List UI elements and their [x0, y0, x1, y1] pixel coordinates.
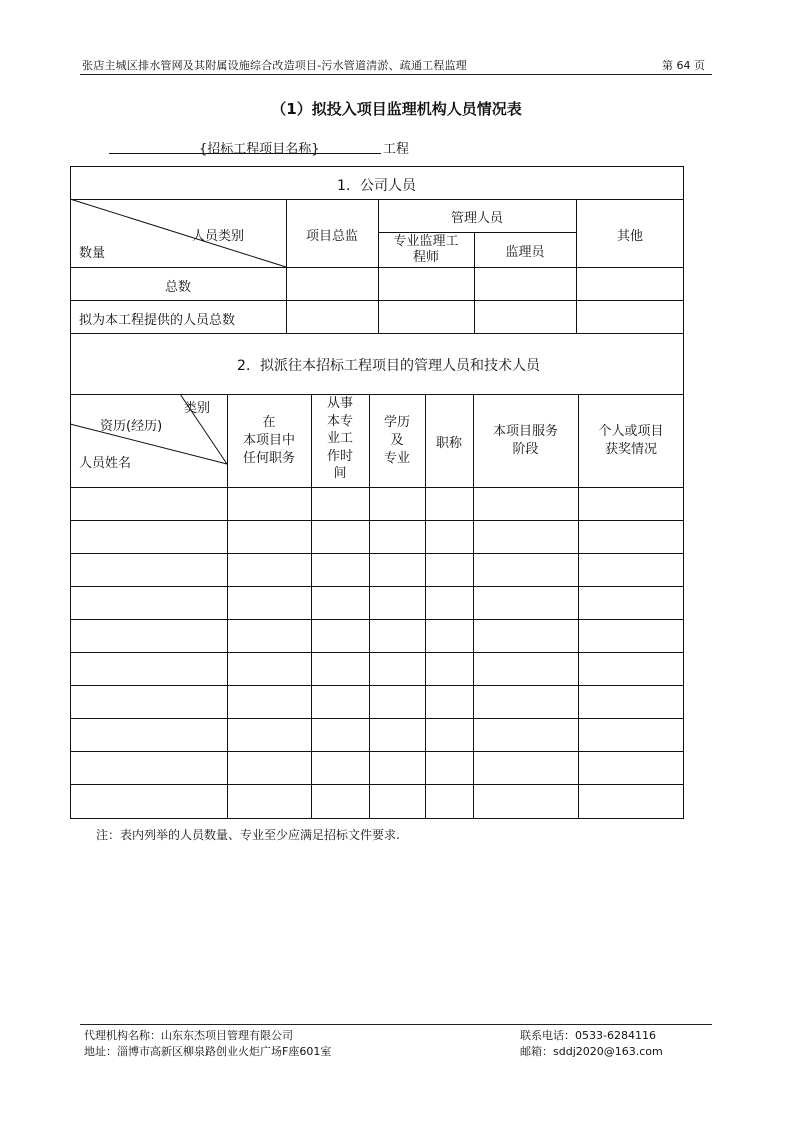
footer-agency: 代理机构名称：山东东杰项目管理有限公司 — [84, 1029, 293, 1042]
col-other: 其他 — [616, 229, 643, 244]
rule — [70, 300, 684, 301]
project-suffix: 工程 — [383, 142, 410, 157]
table-row — [70, 718, 684, 719]
col-title: 职称 — [435, 436, 462, 451]
section2-diag-category: 类别 — [184, 401, 211, 416]
col-awards: 个人或项目 获奖情况 — [598, 424, 664, 457]
section2-diag-qualification: 资历(经历) — [100, 419, 163, 434]
table-row — [70, 520, 684, 521]
project-name-line — [109, 138, 409, 156]
rule — [378, 232, 576, 233]
table-row — [70, 619, 684, 620]
col-position: 在 本项目中 任何职务 — [242, 415, 295, 466]
table-row — [70, 751, 684, 752]
section1-heading: 1．公司人员 — [337, 178, 416, 194]
col-specialist-engineer — [378, 234, 474, 266]
footer-email: 邮箱：sddj2020@163.com — [520, 1045, 663, 1058]
col-years: 从事 本专 业工 作时 间 — [326, 396, 353, 482]
table-row — [70, 586, 684, 587]
rule — [576, 199, 577, 333]
col-chief-supervisor: 项目总监 — [305, 229, 358, 244]
col-management: 管理人员 — [450, 211, 503, 226]
col-specialist-engineer-label: 专业监理工程师 — [393, 234, 459, 265]
section2-heading: 2．拟派往本招标工程项目的管理人员和技术人员 — [237, 358, 540, 374]
rule — [425, 394, 426, 819]
section1-diag-category: 人员类别 — [192, 229, 245, 244]
table-row — [70, 784, 684, 785]
rule — [70, 333, 684, 334]
rule — [286, 199, 287, 333]
col-education: 学历 及 专业 — [383, 415, 410, 466]
header-divider — [80, 74, 712, 75]
table-row — [70, 553, 684, 554]
section1-diag-quantity: 数量 — [79, 246, 106, 261]
row-total: 总数 — [164, 280, 191, 295]
footer-divider — [80, 1024, 712, 1025]
table-row — [70, 685, 684, 686]
col-supervisor: 监理员 — [505, 245, 545, 260]
project-name-placeholder: {招标工程项目名称} — [199, 142, 320, 157]
page-number: 第 64 页 — [662, 59, 705, 72]
col-service-stage: 本项目服务 阶段 — [492, 424, 558, 457]
table-row — [70, 652, 684, 653]
page-header-project: 张店主城区排水管网及其附属设施综合改造项目-污水管道清淤、疏通工程监理 — [82, 59, 467, 72]
rule — [70, 267, 684, 268]
table-row — [70, 487, 684, 488]
footer-phone: 联系电话：0533-6284116 — [520, 1029, 656, 1042]
footer-address: 地址：淄博市高新区柳泉路创业火炬广场F座601室 — [84, 1045, 332, 1058]
row-provided-total: 拟为本工程提供的人员总数 — [79, 313, 236, 328]
section2-diag-name: 人员姓名 — [79, 456, 132, 471]
page-title: （1）拟投入项目监理机构人员情况表 — [271, 100, 522, 118]
table-note: 注：表内列举的人员数量、专业至少应满足招标文件要求. — [96, 828, 400, 842]
